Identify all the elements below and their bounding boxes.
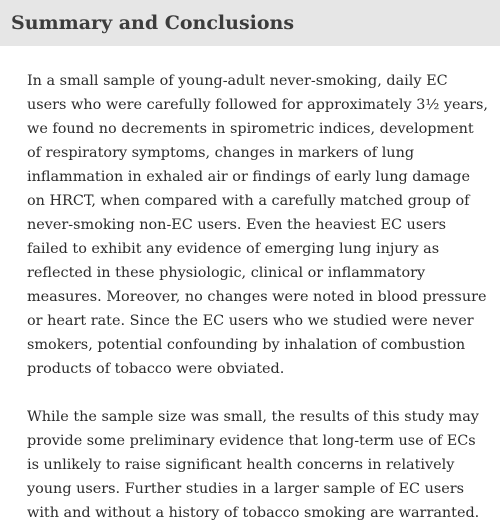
paragraph-summary: In a small sample of young-adult never-smoking, daily EC users who were carefully followed for approximately 3½ years, we found no decrements in spirometric indices, development of respiratory symptoms, changes in markers of lung inflammation in exhaled air or findings of early lung damage on HRCT, when compared with a carefully matched group of never-smoking non-EC users. Even the heaviest EC users failed to exhibit any evidence of emerging lung injury as reflected in these physiologic, clinical or inflammatory measures. Moreover, no changes were noted in blood pressure or heart rate. Since the EC users who we studied were never smokers, potential confounding by inhalation of combustion products of tobacco were obviated. [27,73,488,377]
section-title: Summary and Conclusions [11,12,295,34]
paragraph-limitations: While the sample size was small, the results of this study may provide some preliminary evidence that long-term use of ECs is unlikely to raise significant health concerns in relatively young users. Further studies in a larger sample of EC users with and without a history of tobacco smoking are warranted. [27,409,480,521]
section-body [27,69,491,525]
section-header [0,0,500,46]
